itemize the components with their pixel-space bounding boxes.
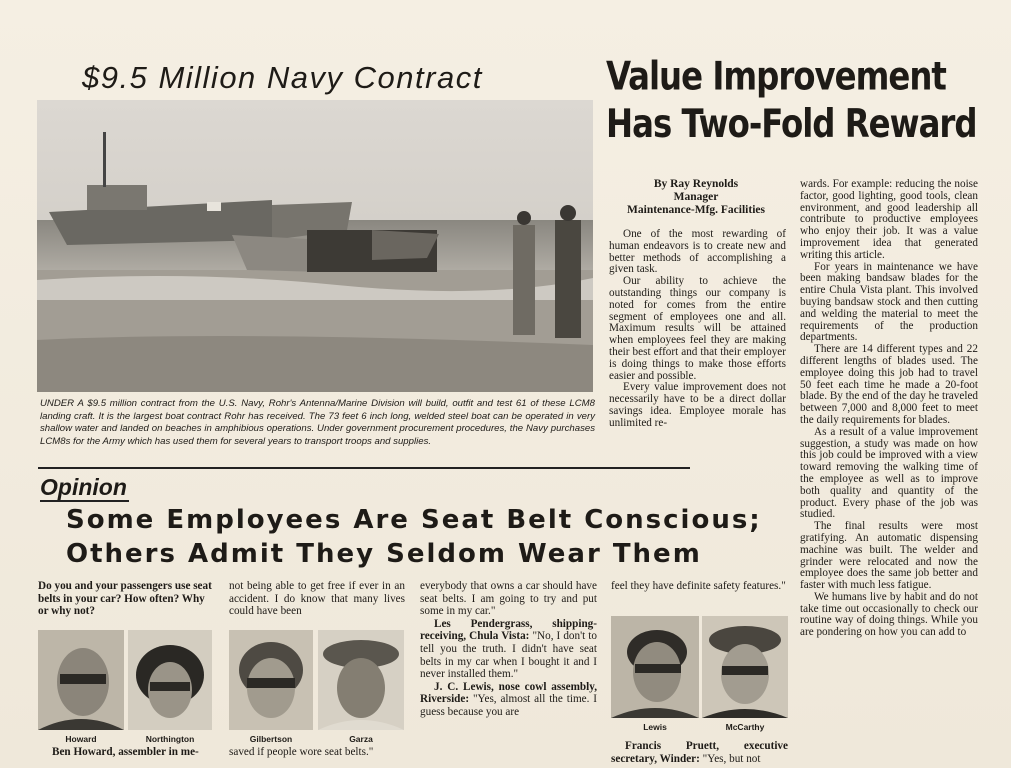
paragraph: Our ability to achieve the outstanding things our company is noted for comes from the entire segment of employees one and all. Maximum results will be attained when employees feel they are making their best effort and that their employer is doing things to make those efforts easier and possible. [609,275,786,382]
byline-department: Maintenance-Mfg. Facilities [627,204,765,216]
opinion-column-3 [420,580,597,719]
byline-title: Manager [673,191,719,203]
value-headline-line2: Has Two-Fold Reward [606,102,977,147]
response-text: "No, I don't to tell you the truth. I didn't have seat belts in my car when I bought it and I never installed them." [420,630,597,681]
respondent-name: J. C. Lewis, nose cowl assembly, Riverside: [420,680,597,706]
pruett-response-start [611,740,788,765]
column-2-tail: saved if people wore seat belts." [229,746,374,758]
caption-name-lewis: Lewis [643,722,667,732]
value-headline-line1: Value Improvement [606,55,946,100]
howard-response-start: Ben Howard, assembler in me- [52,746,199,758]
opinion-question: Do you and your passengers use seat belts in your car? How often? Why or why not? [38,580,212,618]
caption-name-northington: Northington [145,734,195,744]
caption-name-garza: Garza [349,734,373,744]
byline-name: By Ray Reynolds [653,178,739,190]
portrait-gilbertson [229,630,313,730]
respondent-name: Francis Pruett, executive secretary, Winder: [611,740,788,765]
caption-name-gilbertson: Gilbertson [249,734,293,744]
seat-belt-headline [66,503,796,571]
respondent-name: Les Pendergrass, shipping-receiving, Chula Vista: [420,617,597,643]
paragraph [420,681,597,719]
byline [606,178,786,217]
paragraph [420,618,597,681]
value-improvement-headline [606,54,1006,149]
opinion-label: Opinion [40,474,127,500]
paragraph: everybody that owns a car should have seat belts. I am going to try and put some in my car." [420,580,597,618]
paragraph: For years in maintenance we have been making bandsaw blades for the entire Chula Vista plant. This involved buying bandsaw stock and then cutting and welding the material to meet the requirements of the production departments. [800,260,978,344]
response-text: "Yes, but not [699,752,761,765]
portrait-howard [38,630,124,730]
paragraph: Every value improvement does not necessarily have to be a direct dollar savings idea. Employee morale has unlimited re- [609,381,786,429]
opinion-column-4: feel they have definite safety features." [611,580,786,592]
paragraph: There are 14 different types and 22 different lengths of blades used. The employee doing this job had to travel 50 feet each time he made a 20-foot blade. By the end of the day he traveled between 7,000 and 8,000 feet to meet the daily requirements for blades. [800,343,979,426]
paragraph: We humans live by habit and do not take time out occasionally to check our routine way of doing things. While you are pondering on how you can add to [800,590,978,639]
value-article-column-1 [609,229,786,430]
navy-contract-headline: $9.5 Million Navy Contract [82,60,483,95]
opinion-column-2: not being able to get free if ever in an accident. I do know that many lives could have been [229,580,405,618]
seat-headline-line2: Others Admit They Seldom Wear Them [66,539,702,569]
paragraph: wards. For example: reducing the noise factor, good lighting, good tools, clean environment, and good leadership all contribute to productive employees who enjoy their job. It was a value improvement idea that generated writing this article. [800,178,978,261]
paragraph: As a result of a value improvement suggestion, a study was made on how this job could be improved with a view toward removing the walking time of the employee as well as to improve both quality and quantity of the product. Every phase of the job was studied. [800,425,978,521]
portrait-lewis [611,616,699,718]
paragraph: The final results were most gratifying. An automatic dispensing machine was built. The welder and grinder were relocated and now the employee does the same job better and faster with much less fatigue. [800,520,978,592]
landing-craft-photo [37,100,593,392]
paragraph: One of the most rewarding of human endeavors is to create new and better methods of accomplishing a given task. [609,228,786,276]
value-article-column-2 [800,179,978,639]
portrait-mccarthy [702,616,788,718]
seat-headline-line1: Some Employees Are Seat Belt Conscious; [66,505,762,535]
section-divider [38,467,690,469]
response-text: "Yes, almost all the time. I guess because you are [420,693,597,718]
portrait-northington [128,630,212,730]
caption-name-howard: Howard [65,734,97,744]
portrait-garza [318,630,404,730]
caption-name-mccarthy: McCarthy [725,722,765,732]
photo-caption: UNDER A $9.5 million contract from the U.S. Navy, Rohr's Antenna/Marine Division will build, outfit and test 61 of these LCM8 landing craft. It is the largest boat contract Rohr has received. The 73 feet 6 inch long, welded steel boat can be operated in very shallow water and landed on beaches in amphibious operations. Under government procurement procedures, the Navy purchases LCM8s for the Army which has used them for several years to transport troops and supplies. [40,398,595,447]
